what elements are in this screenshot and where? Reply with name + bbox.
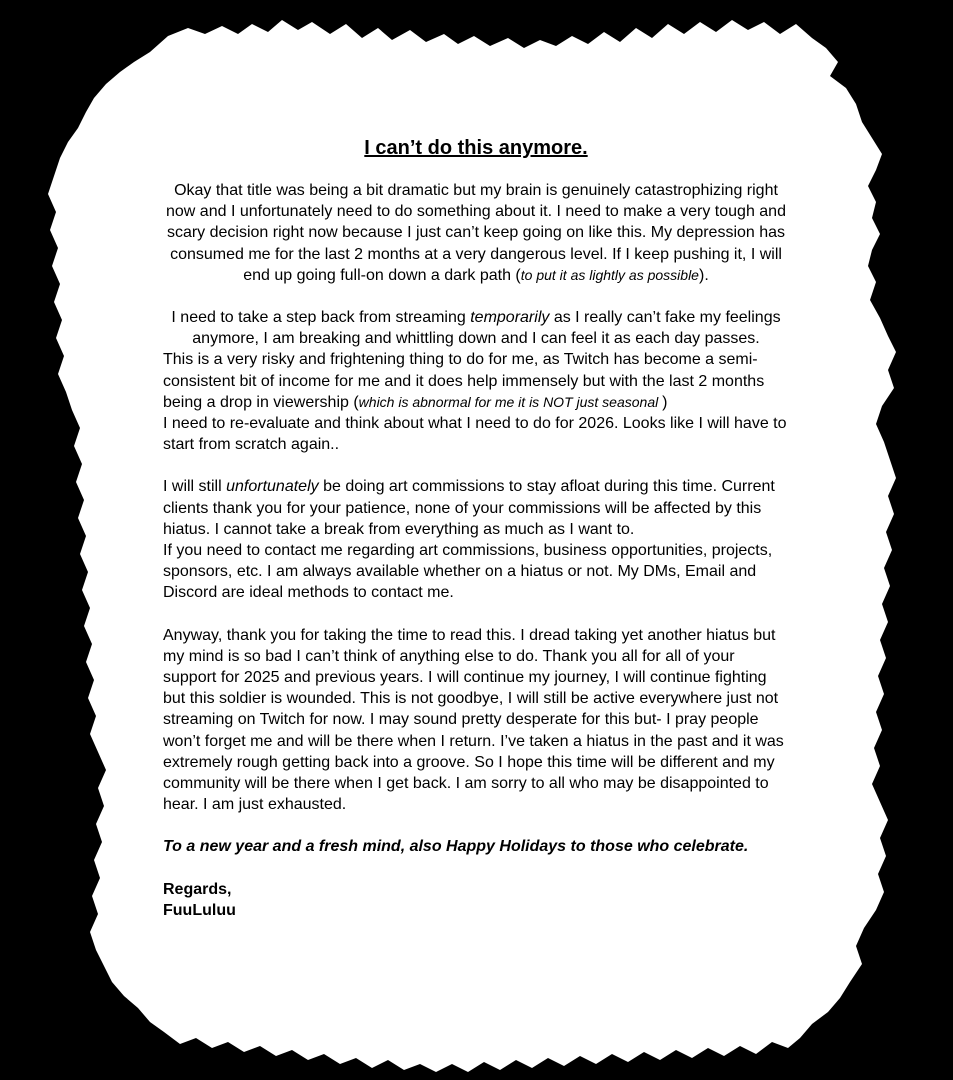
commissions-text: I will still xyxy=(163,478,227,496)
contact-line: If you need to contact me regarding art commissions, business opportunities, projects, sponsors, etc. I am always available whether on a hiatus or not. My DMs, Email and Discord are ideal methods to contact me. xyxy=(163,542,773,602)
temporarily-emphasis: temporarily xyxy=(470,309,550,327)
intro-text: Okay that title was being a bit dramatic but my brain is genuinely catastrophizing right now and I unfortunately need to do something about it. I need to make a very tough and scary decision right now because I just can’t keep going on like this. My depression has consumed me for the last 2 months at a very dangerous level. If I keep pushing it, I will end up going full-on down a dark path ( xyxy=(166,182,786,284)
letter-title: I can’t do this anymore. xyxy=(364,137,588,159)
streaming-break-line xyxy=(163,307,789,349)
commissions-text-end: be doing art commissions to stay afloat during this time. Current clients thank you for your patience, none of your commissions will be affected by this hiatus. I cannot take a break from everything as much as I want to. xyxy=(163,478,775,538)
closing-line: To a new year and a fresh mind, also Happy Holidays to those who celebrate. xyxy=(163,838,749,856)
twitch-income-text: This is a very risky and frightening thing to do for me, as Twitch has become a semi-consistent bit of income for me and it does help immensely but with the last 2 months being a drop in viewership ( xyxy=(163,351,765,411)
commissions-line xyxy=(163,476,789,540)
commissions-paragraph xyxy=(163,476,789,603)
intro-aside: to put it as lightly as possible xyxy=(520,266,699,283)
streaming-break-text: I need to take a step back from streaming xyxy=(171,309,471,327)
viewership-aside: which is abnormal for me it is NOT just seasonal xyxy=(358,393,663,410)
signature: FuuLuluu xyxy=(163,901,236,919)
viewership-close: ) xyxy=(662,393,668,411)
unfortunately-emphasis: unfortunately xyxy=(226,478,319,496)
thanks-paragraph: Anyway, thank you for taking the time to read this. I dread taking yet another hiatus but my mind is so bad I can’t think of anything else to do. Thank you all for all of your support for 2025 and previous years. I will continue my journey, I will continue fighting but this soldier is wounded. This is not goodbye, I will still be active everywhere just not streaming on Twitch for now. I may sound pretty desperate for this but- I pray people won’t forget me and will be there when I return. I’ve taken a hiatus in the past and it was extremely rough getting back into a groove. So I hope this time will be different and my community will be there when I get back. I am sorry to all who may be disappointed to hear. I am just exhausted. xyxy=(163,626,784,814)
intro-paragraph xyxy=(163,180,789,286)
signoff: Regards, xyxy=(163,880,232,898)
letter-content xyxy=(163,136,789,921)
intro-close: ). xyxy=(698,266,709,284)
twitch-income-line xyxy=(163,349,789,413)
streaming-break-paragraph xyxy=(163,307,789,455)
reevaluate-line: I need to re-evaluate and think about what I need to do for 2026. Looks like I will have to start from scratch again.. xyxy=(163,415,787,454)
streaming-break-text-end: as I really can’t fake my feelings anymore, I am breaking and whittling down and I can feel it as each day passes. xyxy=(192,309,781,348)
